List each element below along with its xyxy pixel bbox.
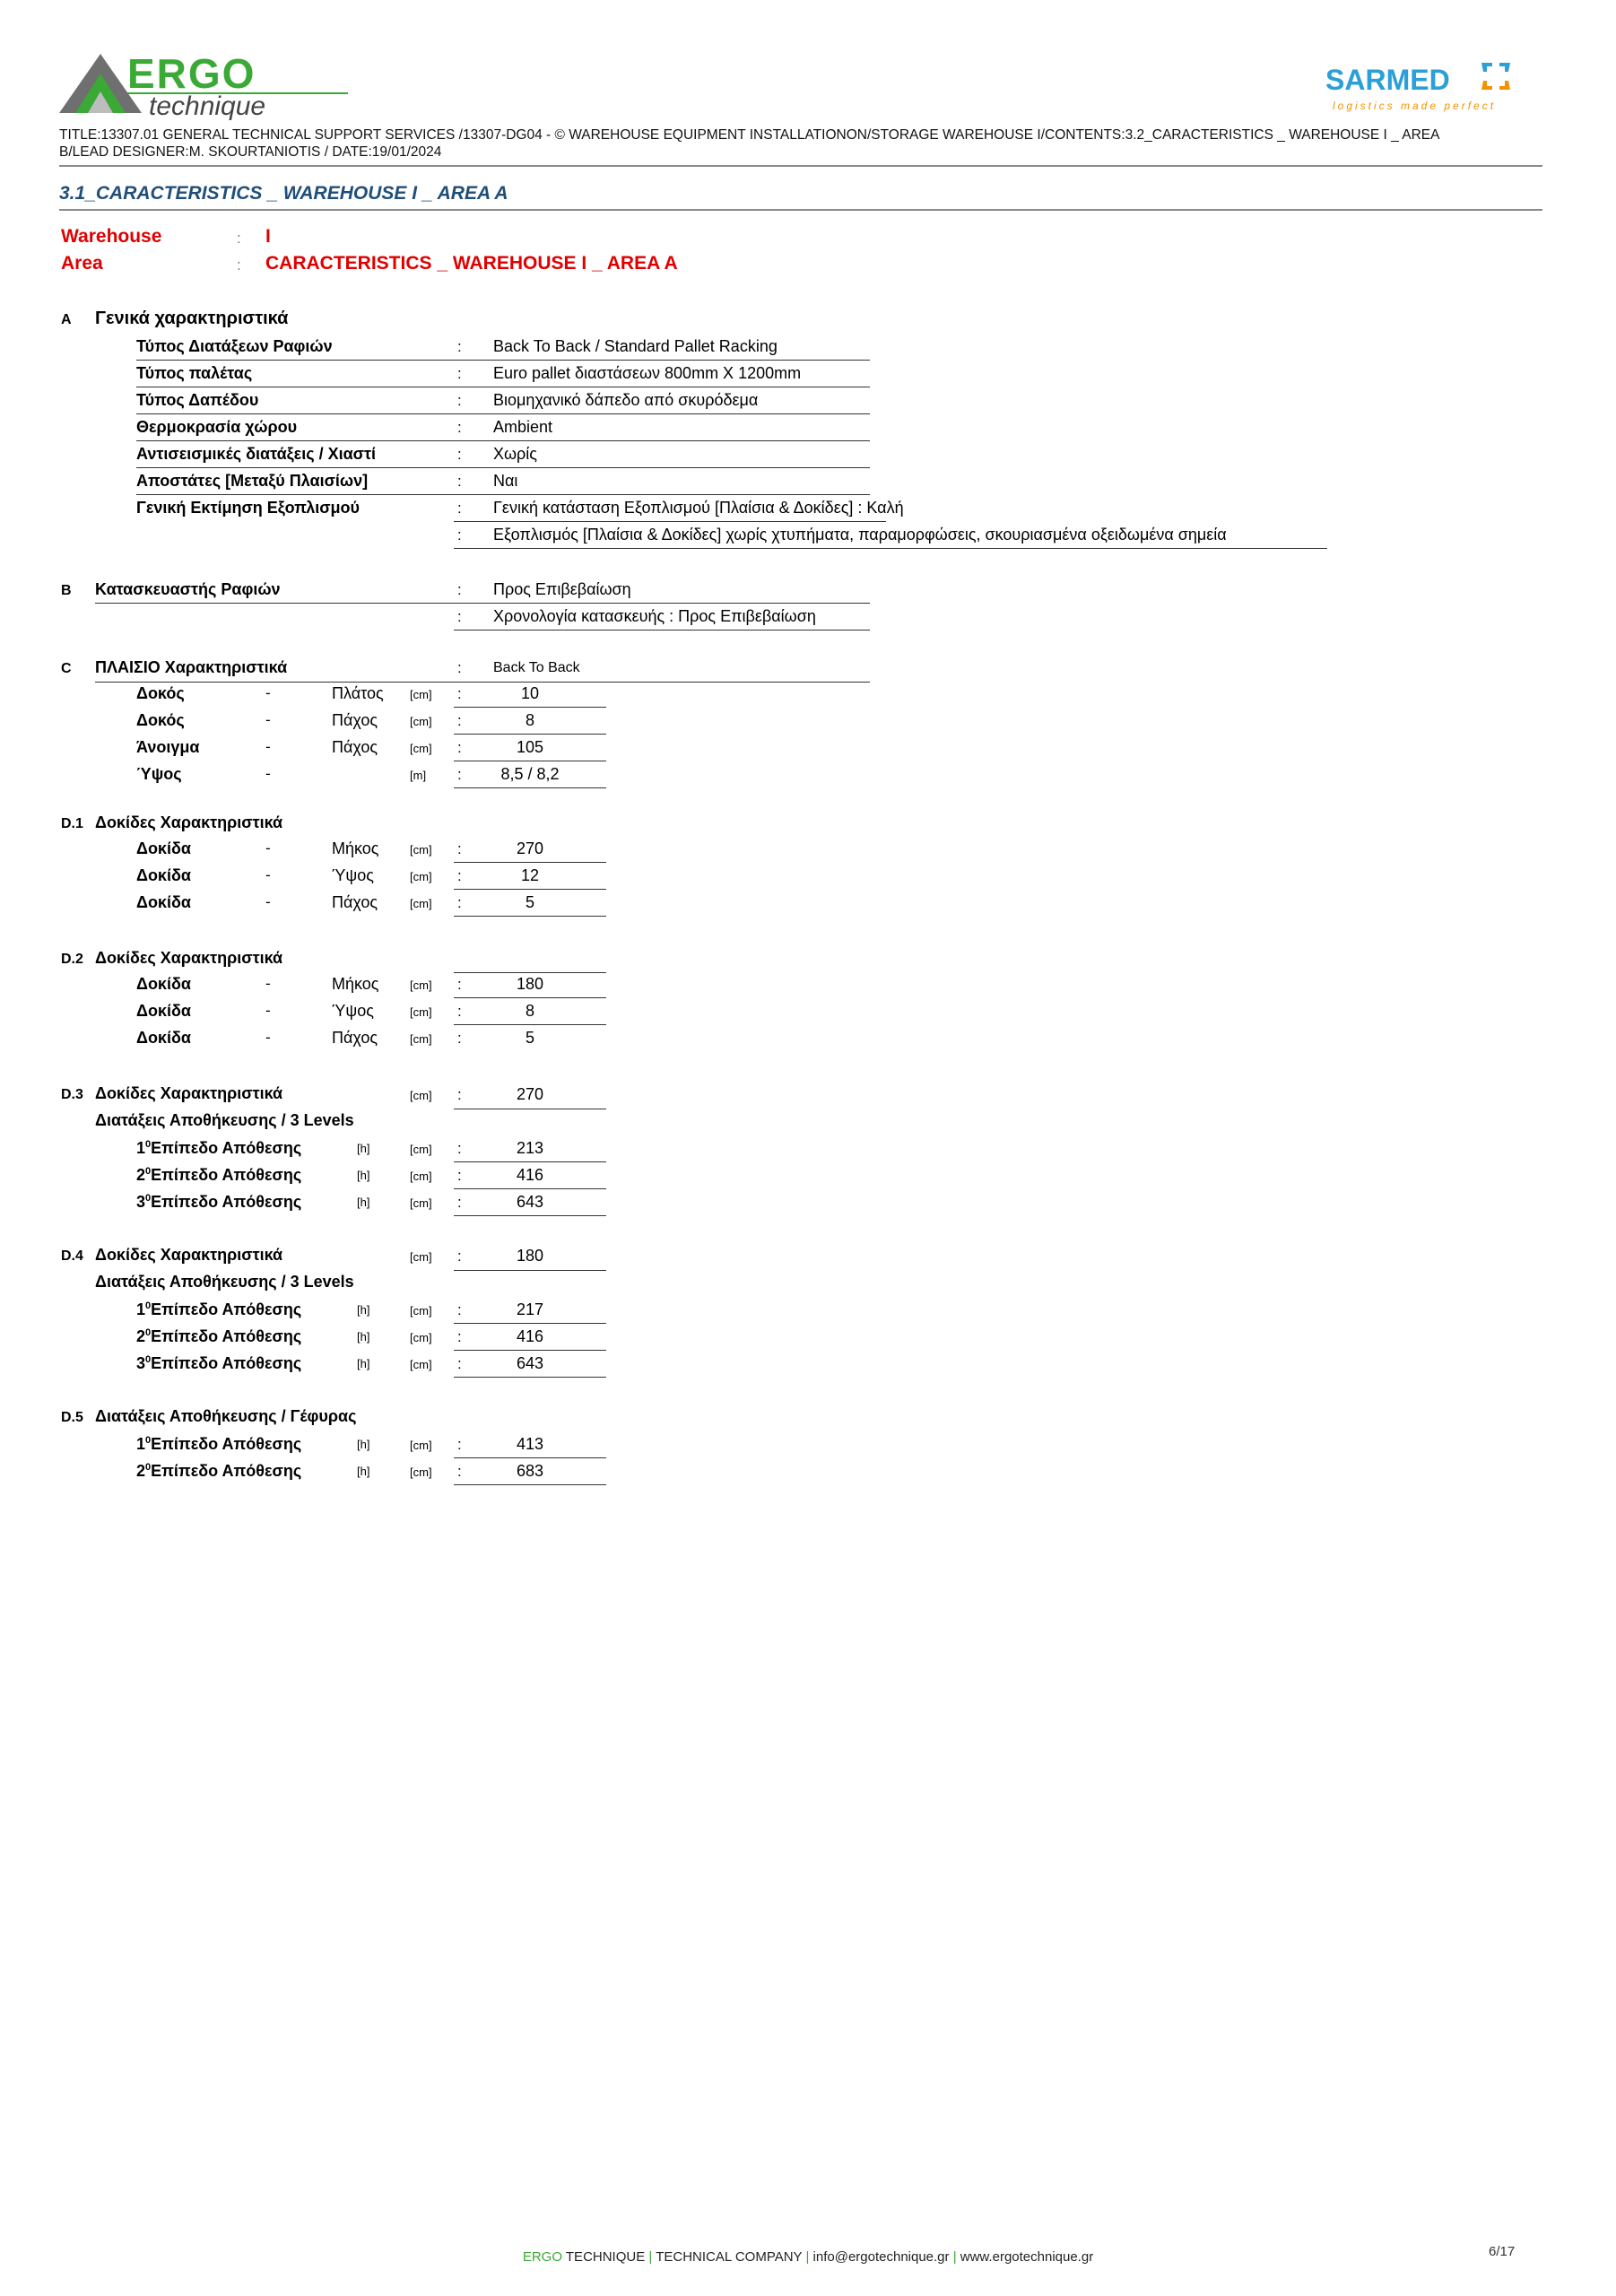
section-d4-subtitle: Διατάξεις Αποθήκευσης / 3 Levels [95, 1273, 354, 1291]
section-a-row-value: Εξοπλισμός [Πλαίσια & Δοκίδες] χωρίς χτυπήματα, παραμορφώσεις, σκουριασμένα οξειδωμένα σημεία [493, 526, 1227, 544]
section_d1-row-word: Ύψος [332, 866, 374, 884]
section-a-row-label: Τύπος Διατάξεων Ραφιών [136, 337, 333, 355]
section_d5-level-h: [h] [357, 1465, 370, 1478]
section_d3-level-num: 1 [136, 1139, 146, 1157]
section_d2-row-colon: : [457, 1003, 462, 1020]
section_d5-level-num: 1 [136, 1435, 146, 1453]
section_c-row-label: Δοκός [136, 711, 185, 729]
section_c-row-colon: : [457, 712, 462, 729]
section_d1-row-colon: : [457, 894, 462, 911]
section_d5-level-text: Επίπεδο Απόθεσης [151, 1435, 302, 1453]
section_d2-row-underline [454, 1024, 606, 1025]
footer-brand: ERGO [522, 2249, 562, 2265]
section_d3-level-label [136, 1166, 301, 1185]
section_d4-level-num: 1 [136, 1300, 146, 1318]
section-a-row-value: Γενική κατάσταση Εξοπλισμού [Πλαίσια & Δοκίδες] : Καλή [493, 499, 904, 517]
section_d1-row-word: Πάχος [332, 893, 378, 911]
ergo-technique-logo [56, 50, 361, 120]
section_d1-row-label: Δοκίδα [136, 866, 191, 884]
section-title: 3.1_CARACTERISTICS _ WAREHOUSE I _ AREA A [59, 183, 508, 204]
section-a-row-label: Γενική Εκτίμηση Εξοπλισμού [136, 499, 361, 517]
section_d4-level-sup: 0 [145, 1354, 152, 1365]
footer-sep-3: | [949, 2249, 960, 2265]
section_d1-row-colon: : [457, 840, 462, 857]
page-footer [0, 2249, 1616, 2265]
section-a-row-underline [454, 521, 886, 522]
section_d4-level-underline [454, 1323, 606, 1324]
section_d5-level-h: [h] [357, 1438, 370, 1451]
section_d2-row-unit: [cm] [410, 978, 432, 992]
section_d5-level-unit: [cm] [410, 1439, 432, 1452]
section_c-row-word: Πλάτος [332, 684, 384, 702]
section_c-row-value: 8 [525, 711, 534, 729]
section_d3-level-value: 643 [516, 1193, 544, 1211]
section_d2-row-word: Πάχος [332, 1029, 378, 1047]
section-d5-title: Διατάξεις Αποθήκευσης / Γέφυρας [95, 1407, 357, 1425]
section_c-row-value: 8,5 / 8,2 [500, 765, 560, 783]
section_d4-level-value: 643 [516, 1354, 544, 1372]
section_d5-level-unit: [cm] [410, 1465, 432, 1479]
section_d4-level-unit: [cm] [410, 1331, 432, 1344]
section-a-row-underline [136, 360, 870, 361]
section_d5-level-label [136, 1462, 301, 1481]
section_d2-row-value: 8 [525, 1002, 534, 1020]
section-d4-value: 180 [516, 1247, 544, 1265]
section-a-row-underline [136, 494, 870, 495]
section_d4-level-text: Επίπεδο Απόθεσης [151, 1327, 302, 1345]
section-a-row-colon: : [457, 473, 462, 490]
section-d2-top-line [454, 972, 606, 973]
section_d2-row-dash: - [265, 975, 271, 992]
section_d5-level-underline [454, 1484, 606, 1485]
logo-sarmed-tagline: logistics made perfect [1333, 100, 1497, 112]
section_d1-row-underline [454, 862, 606, 863]
section_d1-row-unit: [cm] [410, 897, 432, 910]
section_d4-level-h: [h] [357, 1303, 370, 1317]
section_c-row-label: Ύψος [136, 765, 182, 783]
section_d4-level-text: Επίπεδο Απόθεσης [151, 1300, 302, 1318]
section_d3-level-colon: : [457, 1140, 462, 1157]
section-a-row-label: Αντισεισμικές διατάξεις / Χιαστί [136, 445, 377, 463]
section-d1-title: Δοκίδες Χαρακτηριστικά [95, 813, 283, 831]
section_d3-level-unit: [cm] [410, 1143, 432, 1156]
section-divider [59, 209, 1542, 211]
section_d5-level-value: 413 [516, 1435, 544, 1453]
section_d1-row-label: Δοκίδα [136, 893, 191, 911]
section_c-row-unit: [cm] [410, 715, 432, 728]
section_d2-row-word: Μήκος [332, 975, 379, 993]
area-colon: : [237, 257, 241, 274]
section_d4-level-sup: 0 [145, 1327, 152, 1338]
section-d3-colon: : [457, 1086, 462, 1103]
logo-ergo-sub: technique [149, 91, 266, 120]
section_c-row-dash: - [265, 738, 271, 755]
section_d3-level-h: [h] [357, 1169, 370, 1182]
header-divider [59, 165, 1542, 167]
section_d5-level-colon: : [457, 1463, 462, 1480]
section_c-row-unit: [m] [410, 769, 427, 782]
section_d2-row-label: Δοκίδα [136, 975, 191, 993]
section-d5-letter: D.5 [61, 1410, 83, 1425]
section_d1-row-value: 5 [525, 893, 534, 911]
section_d2-row-colon: : [457, 976, 462, 993]
section_d4-level-label [136, 1354, 301, 1373]
section-d3-subtitle: Διατάξεις Αποθήκευσης / 3 Levels [95, 1111, 354, 1129]
section_d3-level-sup: 0 [145, 1139, 152, 1150]
section-a-row-colon: : [457, 526, 462, 544]
section_d1-row-value: 270 [516, 839, 544, 857]
section_d1-row-colon: : [457, 867, 462, 884]
section_d4-level-value: 416 [516, 1327, 544, 1345]
section-d4-colon: : [457, 1248, 462, 1265]
section_d3-level-text: Επίπεδο Απόθεσης [151, 1193, 302, 1211]
section_d5-level-sup: 0 [145, 1462, 152, 1473]
section_d4-level-underline [454, 1377, 606, 1378]
section_c-row-unit: [cm] [410, 688, 432, 701]
logo-ergo-text: ERGO [127, 50, 256, 97]
section-b-letter: B [61, 583, 72, 598]
section-c-header-value: Back To Back [493, 660, 580, 675]
section_d4-level-h: [h] [357, 1357, 370, 1370]
section_d3-level-sup: 0 [145, 1166, 152, 1177]
section-d4-letter: D.4 [61, 1248, 83, 1264]
section-b-title: Κατασκευαστής Ραφιών [95, 580, 281, 598]
section-a-row-value: Ναι [493, 472, 518, 490]
section_c-row-underline [454, 734, 606, 735]
section_d3-level-underline [454, 1161, 606, 1162]
section_d3-level-unit: [cm] [410, 1170, 432, 1183]
section-a-row-underline [454, 548, 1327, 549]
document-title-block [59, 126, 1548, 161]
section_c-row-label: Άνοιγμα [136, 738, 200, 756]
section_d1-row-underline [454, 889, 606, 890]
section_d4-level-sup: 0 [145, 1300, 152, 1311]
section_d4-level-num: 3 [136, 1354, 146, 1372]
section_d1-row-underline [454, 916, 606, 917]
section_d3-level-text: Επίπεδο Απόθεσης [151, 1166, 302, 1184]
section_d3-level-unit: [cm] [410, 1196, 432, 1210]
section-a-row-colon: : [457, 392, 462, 409]
section-d4-unit: [cm] [410, 1250, 432, 1264]
section-a-row-underline [136, 467, 870, 468]
document-title-line1: TITLE:13307.01 GENERAL TECHNICAL SUPPORT SERVICES /13307-DG04 - © WAREHOUSE EQUIPMENT INSTALLATIONON/STORAGE WAREHOUSE I/CONTENTS:3.2_CARACTERISTICS _ WAREHOUSE I _ AREA [59, 127, 1440, 143]
section-d4-value-underline [454, 1270, 606, 1271]
section_d2-row-underline [454, 997, 606, 998]
section_c-row-dash: - [265, 765, 271, 782]
footer-sep-1: | [645, 2249, 656, 2265]
section_d3-level-sup: 0 [145, 1193, 152, 1204]
section-a-row-underline [136, 440, 870, 441]
page-number: 6/17 [1489, 2244, 1516, 2259]
section_d2-row-dash: - [265, 1029, 271, 1046]
logo-sarmed-text: SARMED [1325, 64, 1450, 96]
section-c-letter: C [61, 661, 72, 676]
section_d4-level-underline [454, 1350, 606, 1351]
section-a-row-colon: : [457, 338, 462, 355]
section-b-row-underline [454, 603, 870, 604]
section_c-row-unit: [cm] [410, 742, 432, 755]
area-value: CARACTERISTICS _ WAREHOUSE I _ AREA A [265, 253, 678, 274]
section-a-row-underline [136, 413, 870, 414]
section-d1-letter: D.1 [61, 816, 83, 831]
section_d4-level-value: 217 [516, 1300, 544, 1318]
section_c-row-colon: : [457, 739, 462, 756]
section-a-row-colon: : [457, 446, 462, 463]
section_d5-level-value: 683 [516, 1462, 544, 1480]
section-b-row-underline [454, 630, 870, 631]
section_d1-row-dash: - [265, 893, 271, 910]
section-d3-title: Δοκίδες Χαρακτηριστικά [95, 1084, 283, 1102]
warehouse-colon: : [237, 230, 241, 247]
section-c-underline [95, 682, 870, 683]
section_d3-level-h: [h] [357, 1142, 370, 1155]
section_d5-level-label [136, 1435, 301, 1454]
section-a-row-colon: : [457, 419, 462, 436]
section-b-row-value: Χρονολογία κατασκευής : Προς Επιβεβαίωση [493, 607, 816, 625]
section-a-row-value: Euro pallet διαστάσεων 800mm X 1200mm [493, 364, 802, 382]
section_d5-level-text: Επίπεδο Απόθεσης [151, 1462, 302, 1480]
section_d2-row-dash: - [265, 1002, 271, 1019]
section-b-row-value: Προς Επιβεβαίωση [493, 580, 631, 598]
section_d2-row-colon: : [457, 1030, 462, 1047]
section_c-row-value: 105 [516, 738, 544, 756]
section-a-row-colon: : [457, 500, 462, 517]
section_d2-row-label: Δοκίδα [136, 1029, 191, 1047]
section_d2-row-unit: [cm] [410, 1032, 432, 1046]
warehouse-label: Warehouse [61, 226, 162, 247]
footer-company: TECHNICAL COMPANY [656, 2249, 803, 2265]
section_d4-level-unit: [cm] [410, 1304, 432, 1318]
section-a-row-label: Τύπος παλέτας [136, 364, 253, 382]
section_d5-level-sup: 0 [145, 1435, 152, 1446]
section-d3-unit: [cm] [410, 1089, 432, 1102]
section_d3-level-h: [h] [357, 1196, 370, 1209]
section-a-row-label: Τύπος Δαπέδου [136, 391, 259, 409]
section_c-row-colon: : [457, 766, 462, 783]
section_c-row-underline [454, 707, 606, 708]
section-a-row-value: Χωρίς [493, 445, 537, 463]
section-d4-title: Δοκίδες Χαρακτηριστικά [95, 1246, 283, 1264]
section_c-row-dash: - [265, 684, 271, 701]
section_d3-level-colon: : [457, 1167, 462, 1184]
section-b-title-underline [95, 603, 454, 604]
section_d4-level-unit: [cm] [410, 1358, 432, 1371]
section_d2-row-label: Δοκίδα [136, 1002, 191, 1020]
section_d3-level-text: Επίπεδο Απόθεσης [151, 1139, 302, 1157]
section_d2-row-value: 5 [525, 1029, 534, 1047]
footer-sep-2: | [802, 2249, 813, 2265]
section_c-row-label: Δοκός [136, 684, 185, 702]
section_d5-level-num: 2 [136, 1462, 146, 1480]
section-d3-value: 270 [516, 1085, 544, 1103]
section_d2-row-unit: [cm] [410, 1005, 432, 1019]
section_c-row-dash: - [265, 711, 271, 728]
section_d4-level-h: [h] [357, 1330, 370, 1344]
section_d3-level-colon: : [457, 1194, 462, 1211]
section_d3-level-label [136, 1193, 301, 1212]
section-a-letter: A [61, 312, 72, 327]
footer-email-link[interactable]: info@ergotechnique.gr [812, 2249, 950, 2265]
section_c-row-value: 10 [520, 684, 540, 702]
document-title-line2: B/LEAD DESIGNER:M. SKOURTANIOTIS / DATE:19/01/2024 [59, 144, 442, 160]
sarmed-arrows-icon [1481, 63, 1510, 90]
section_d1-row-dash: - [265, 839, 271, 857]
section-a-row-label: Θερμοκρασία χώρου [136, 418, 298, 436]
section-b-row-colon: : [457, 608, 462, 625]
sarmed-logo [1325, 59, 1523, 117]
section_d1-row-dash: - [265, 866, 271, 883]
section_d3-level-num: 2 [136, 1166, 146, 1184]
section-c-title: ΠΛΑΙΣΙΟ Χαρακτηριστικά [95, 658, 288, 676]
section_d4-level-text: Επίπεδο Απόθεσης [151, 1354, 302, 1372]
section_d4-level-label [136, 1300, 301, 1319]
section_d4-level-colon: : [457, 1328, 462, 1345]
section_d1-row-value: 12 [520, 866, 540, 884]
section-a-row-colon: : [457, 365, 462, 382]
section_d3-level-underline [454, 1215, 606, 1216]
section_d2-row-word: Ύψος [332, 1002, 374, 1020]
section-d3-letter: D.3 [61, 1087, 83, 1102]
section_d4-level-colon: : [457, 1355, 462, 1372]
section_d1-row-word: Μήκος [332, 839, 379, 857]
section_d5-level-colon: : [457, 1436, 462, 1453]
section-d2-letter: D.2 [61, 952, 83, 967]
section_d3-level-value: 416 [516, 1166, 544, 1184]
section_c-row-colon: : [457, 685, 462, 702]
section_d1-row-unit: [cm] [410, 843, 432, 857]
section_c-row-word: Πάχος [332, 738, 378, 756]
section-a-title: Γενικά χαρακτηριστικά [95, 309, 289, 328]
section-a-row-value: Back To Back / Standard Pallet Racking [493, 337, 778, 355]
area-label: Area [61, 253, 103, 274]
section_c-row-word: Πάχος [332, 711, 378, 729]
section_c-row-underline [454, 787, 606, 788]
section_d4-level-num: 2 [136, 1327, 146, 1345]
footer-web-link[interactable]: www.ergotechnique.gr [960, 2249, 1094, 2265]
section_d5-level-underline [454, 1457, 606, 1458]
warehouse-value: I [265, 226, 271, 247]
section_d4-level-label [136, 1327, 301, 1346]
section_d2-row-value: 180 [516, 975, 544, 993]
section-a-row-value: Βιομηχανικό δάπεδο από σκυρόδεμα [493, 391, 759, 409]
section-a-row-value: Ambient [493, 418, 553, 436]
section_d3-level-num: 3 [136, 1193, 146, 1211]
section-a-row-label: Αποστάτες [Μεταξύ Πλαισίων] [136, 472, 369, 490]
footer-brand-rest: TECHNIQUE [562, 2249, 646, 2265]
section_d1-row-unit: [cm] [410, 870, 432, 883]
section_d4-level-colon: : [457, 1301, 462, 1318]
section_d3-level-value: 213 [516, 1139, 544, 1157]
section_d3-level-label [136, 1139, 301, 1158]
section-b-row-colon: : [457, 581, 462, 598]
section-d2-title: Δοκίδες Χαρακτηριστικά [95, 949, 283, 967]
section_d1-row-label: Δοκίδα [136, 839, 191, 857]
section-c-colon: : [457, 659, 462, 676]
section_d3-level-underline [454, 1188, 606, 1189]
